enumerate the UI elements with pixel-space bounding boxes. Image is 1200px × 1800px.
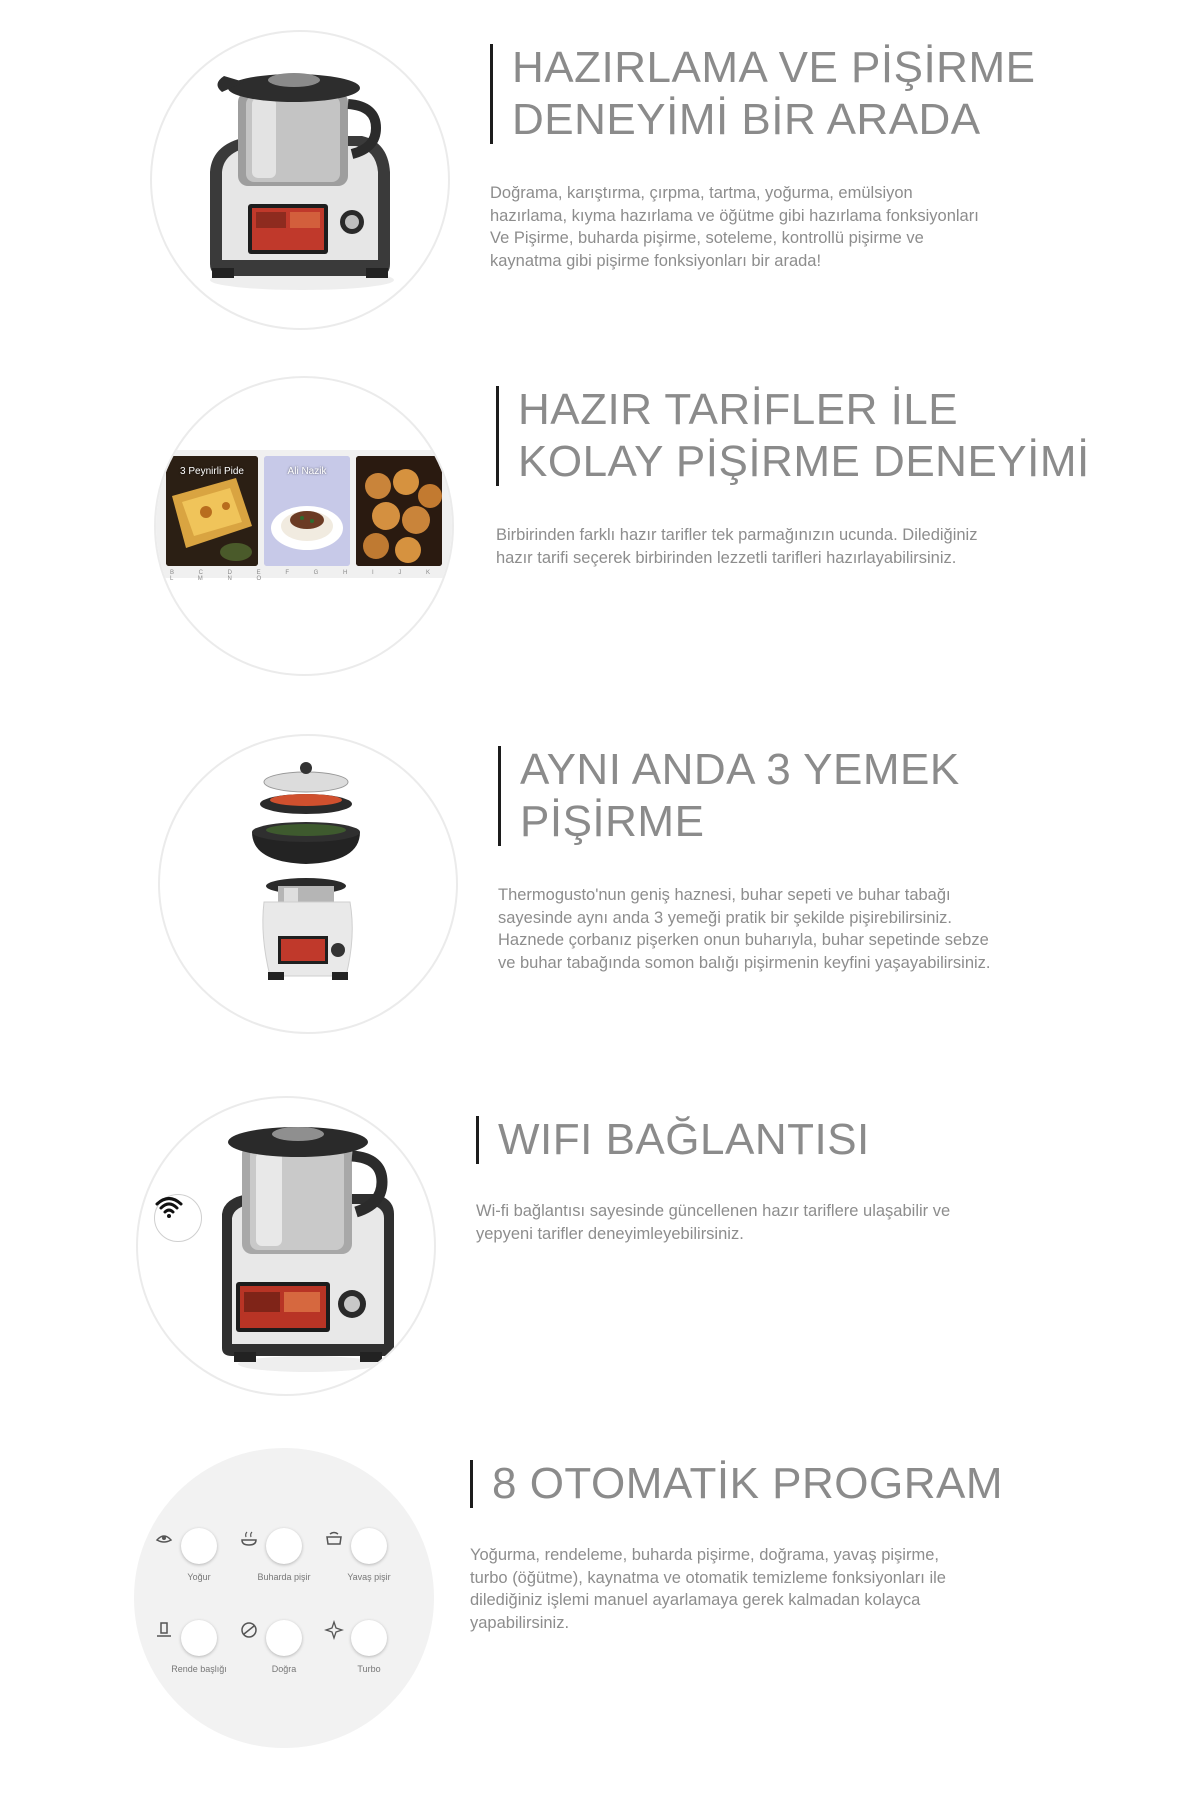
title-with-bar [476, 1114, 1176, 1166]
grater-icon [154, 1620, 174, 1640]
section-title [518, 384, 1186, 488]
recipe-card [356, 456, 442, 566]
section-description [498, 884, 1188, 974]
description-line: ve buhar tabağında somon balığı pişirmenin keyfini yaşayabilirsiniz. [498, 953, 991, 972]
title-line: 8 OTOMATİK PROGRAM [492, 1459, 1003, 1508]
alphabet-index: B C D E F G H I J K L M N O [170, 570, 442, 582]
program-label: Yoğur [187, 1572, 211, 1582]
description-line: yepyeni tarifler deneyimleyebilirsiniz. [476, 1224, 744, 1243]
slow-cook-icon [324, 1528, 344, 1548]
programs-image-circle [134, 1448, 434, 1748]
section-text [476, 1114, 1176, 1245]
section-title [512, 42, 1180, 146]
section-title [520, 744, 1188, 848]
program-label: Turbo [357, 1664, 381, 1674]
title-with-bar [498, 744, 1188, 848]
program-label: Doğra [271, 1664, 297, 1674]
description-line: Thermogusto'nun geniş haznesi, buhar sepeti ve buhar tabağı [498, 886, 951, 904]
program-label: Buharda pişir [257, 1572, 311, 1582]
title-with-bar [496, 384, 1186, 488]
title-with-bar [490, 42, 1180, 146]
title-line: HAZIRLAMA VE PİŞİRME [512, 43, 1036, 92]
description-line: Yoğurma, rendeleme, buharda pişirme, doğrama, yavaş pişirme, [470, 1546, 939, 1564]
section-title [498, 1114, 1176, 1166]
steam-icon [239, 1528, 259, 1548]
description-line: sayesinde aynı anda 3 yemeği pratik bir şekilde pişirebilirsiniz. [498, 908, 952, 927]
program-item [239, 1620, 329, 1674]
program-item [154, 1528, 244, 1582]
steamer-image-circle [158, 734, 458, 1034]
title-line: WIFI BAĞLANTISI [498, 1115, 870, 1164]
description-line: hazırlama, kıyma hazırlama ve öğütme gibi hazırlama fonksiyonları [490, 206, 979, 225]
title-line: AYNI ANDA 3 YEMEK [520, 745, 960, 794]
section-text [498, 744, 1188, 974]
section-title [492, 1458, 1170, 1510]
title-line: PİŞİRME [520, 797, 705, 846]
description-line: hazır tarifi seçerek birbirinden lezzetli tarifleri hazırlayabilirsiniz. [496, 548, 957, 567]
section-text [496, 384, 1186, 569]
description-line: dilediğiniz işlemi manuel ayarlamaya gerek kalmadan kolayca [470, 1591, 921, 1609]
section-wifi [0, 1092, 1200, 1422]
program-label: Yavaş pişir [347, 1572, 391, 1582]
program-item [154, 1620, 244, 1674]
title-line: KOLAY PİŞİRME DENEYİMİ [518, 437, 1090, 486]
description-line: Wi-fi bağlantısı sayesinde güncellenen hazır tariflere ulaşabilir ve [476, 1202, 951, 1220]
section-text [470, 1458, 1170, 1634]
recipe-image-circle [154, 376, 454, 676]
description-line: turbo (öğütme), kaynatma ve otomatik temizleme fonksiyonları ile [470, 1568, 946, 1587]
description-line: Ve Pişirme, buharda pişirme, soteleme, kontrollü pişirme ve [490, 229, 924, 247]
description-line: Doğrama, karıştırma, çırpma, tartma, yoğurma, emülsiyon [490, 184, 913, 202]
wifi-device-image [138, 1098, 434, 1394]
section-description [476, 1200, 1176, 1245]
title-line: HAZIR TARİFLER İLE [518, 385, 959, 434]
section-three-dishes [0, 730, 1200, 1060]
recipe-card-label: Ali Nazik [287, 466, 327, 477]
title-line: DENEYİMİ BİR ARADA [512, 95, 981, 144]
section-description [496, 524, 1186, 569]
description-line: Haznede çorbanız pişerken onun buharıyla, buhar sepetinde sebze [498, 931, 989, 949]
wifi-badge [154, 1194, 202, 1242]
title-with-bar [470, 1458, 1170, 1510]
product-image-circle [150, 30, 450, 330]
program-item [324, 1528, 414, 1582]
section-description [490, 182, 1180, 272]
wifi-image-circle [136, 1096, 436, 1396]
program-label: Rende başlığı [171, 1664, 227, 1674]
description-line: kaynatma gibi pişirme fonksiyonları bir arada! [490, 251, 822, 270]
recipe-card [166, 456, 258, 566]
section-description [470, 1544, 1170, 1634]
recipe-screen [156, 450, 454, 582]
section-text [490, 42, 1180, 272]
recipe-card-label: 3 Peynirli Pide [180, 466, 244, 477]
section-prep-cook [0, 0, 1200, 340]
description-line: Birbirinden farklı hazır tarifler tek parmağınızın ucunda. Dilediğiniz [496, 526, 978, 544]
wifi-icon [155, 1195, 183, 1219]
description-line: yapabilirsiniz. [470, 1613, 570, 1632]
knead-icon [154, 1528, 174, 1548]
food-processor-image [152, 32, 448, 328]
program-item [239, 1528, 329, 1582]
program-item [324, 1620, 414, 1674]
turbo-icon [324, 1620, 344, 1640]
recipe-card [264, 456, 350, 566]
section-programs [0, 1440, 1200, 1780]
section-recipes [0, 370, 1200, 700]
steamer-stack-image [160, 736, 456, 1032]
chop-icon [239, 1620, 259, 1640]
